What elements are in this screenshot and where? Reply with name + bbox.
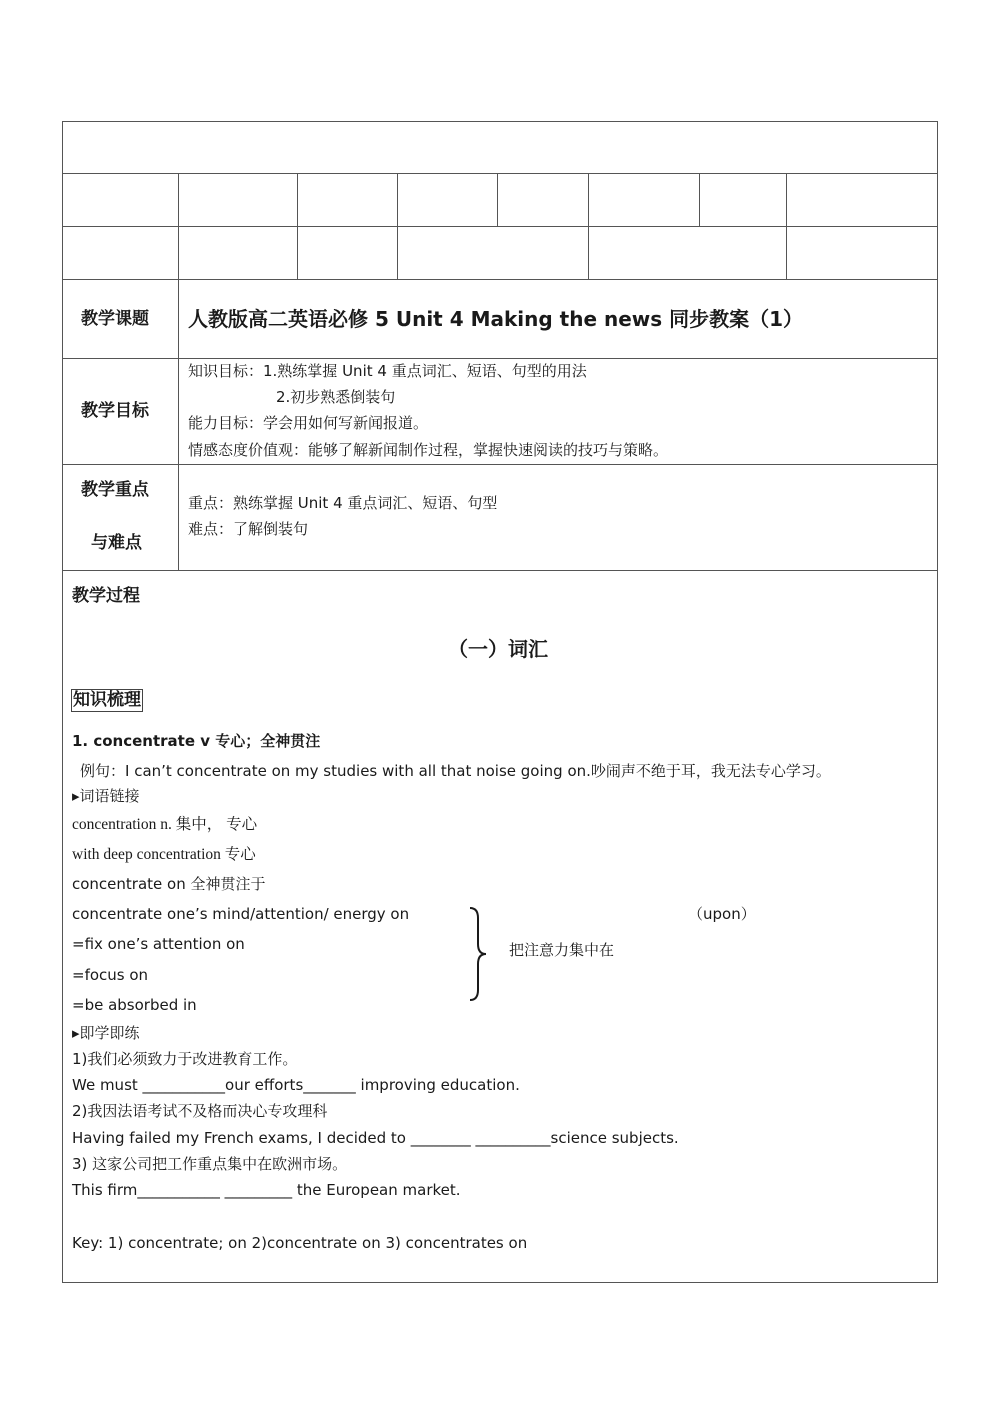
practice-cn: 1)我们必须致力于改进教育工作。: [72, 1050, 298, 1068]
cell-divider: [178, 226, 179, 279]
key-points-label: 与难点: [91, 533, 142, 553]
practice-en: Having failed my French exams, I decided to ________ __________science subjects.: [72, 1129, 679, 1147]
row-divider: [62, 358, 938, 359]
links-heading: ▸词语链接: [72, 787, 140, 805]
lesson-topic-title: 人教版高二英语必修 5 Unit 4 Making the news 同步教案（1）: [188, 307, 804, 331]
synonym-item: =focus on: [72, 966, 149, 984]
cell-divider: [397, 173, 398, 226]
practice-en: We must ___________our efforts_______ improving education.: [72, 1076, 520, 1094]
key-point-line: 难点：了解倒装句: [188, 520, 309, 538]
cell-divider: [786, 173, 787, 226]
cell-divider: [397, 226, 398, 279]
synonym-item: concentrate one’s mind/attention/ energy on: [72, 905, 410, 923]
headword: 1. concentrate v 专心；全神贯注: [72, 732, 321, 750]
synonym-meaning: 把注意力集中在: [509, 941, 615, 959]
link-item: concentration n. 集中， 专心: [72, 816, 258, 833]
process-label: 教学过程: [72, 586, 140, 606]
link-item: concentrate on 全神贯注于: [72, 875, 266, 893]
right-brace-icon: [466, 906, 490, 1002]
link-item: with deep concentration 专心: [72, 846, 256, 863]
row-divider: [62, 279, 938, 280]
practice-cn: 3) 这家公司把工作重点集中在欧洲市场。: [72, 1155, 348, 1173]
objective-line: 知识目标：1.熟练掌握 Unit 4 重点词汇、短语、句型的用法: [188, 362, 587, 380]
section-title: （一）词汇: [448, 637, 548, 661]
synonym-alt: （upon）: [688, 905, 756, 923]
practice-heading: ▸即学即练: [72, 1024, 140, 1042]
row-divider: [62, 464, 938, 465]
cell-divider: [297, 226, 298, 279]
cell-divider: [588, 226, 589, 279]
cell-divider: [297, 173, 298, 226]
cell-divider: [178, 173, 179, 226]
subsection-heading: 知识梳理: [73, 690, 141, 710]
practice-cn: 2)我因法语考试不及格而决心专攻理科: [72, 1102, 328, 1120]
row-divider: [62, 570, 938, 571]
key-points-label: 教学重点: [81, 480, 149, 500]
answer-key: Key: 1) concentrate; on 2)concentrate on 3) concentrates on: [72, 1234, 528, 1252]
row-divider: [62, 226, 938, 227]
lesson-topic-label: 教学课题: [81, 309, 149, 329]
objectives-label: 教学目标: [81, 401, 149, 421]
cell-divider: [699, 173, 700, 226]
synonym-item: =be absorbed in: [72, 996, 197, 1014]
objective-line: 2.初步熟悉倒装句: [276, 388, 396, 406]
row-divider: [62, 173, 938, 174]
synonym-item: =fix one’s attention on: [72, 935, 245, 953]
cell-divider: [588, 173, 589, 226]
cell-divider: [497, 173, 498, 226]
objective-line: 情感态度价值观：能够了解新闻制作过程，掌握快速阅读的技巧与策略。: [188, 441, 669, 459]
key-point-line: 重点：熟练掌握 Unit 4 重点词汇、短语、句型: [188, 494, 498, 512]
label-column-divider: [178, 279, 179, 570]
example-sentence: 例句：I can’t concentrate on my studies with all that noise going on.吵闹声不绝于耳，我无法专心学习。: [80, 762, 831, 780]
objective-line: 能力目标：学会用如何写新闻报道。: [188, 414, 429, 432]
cell-divider: [786, 226, 787, 279]
practice-en: This firm___________ _________ the European market.: [72, 1181, 461, 1199]
